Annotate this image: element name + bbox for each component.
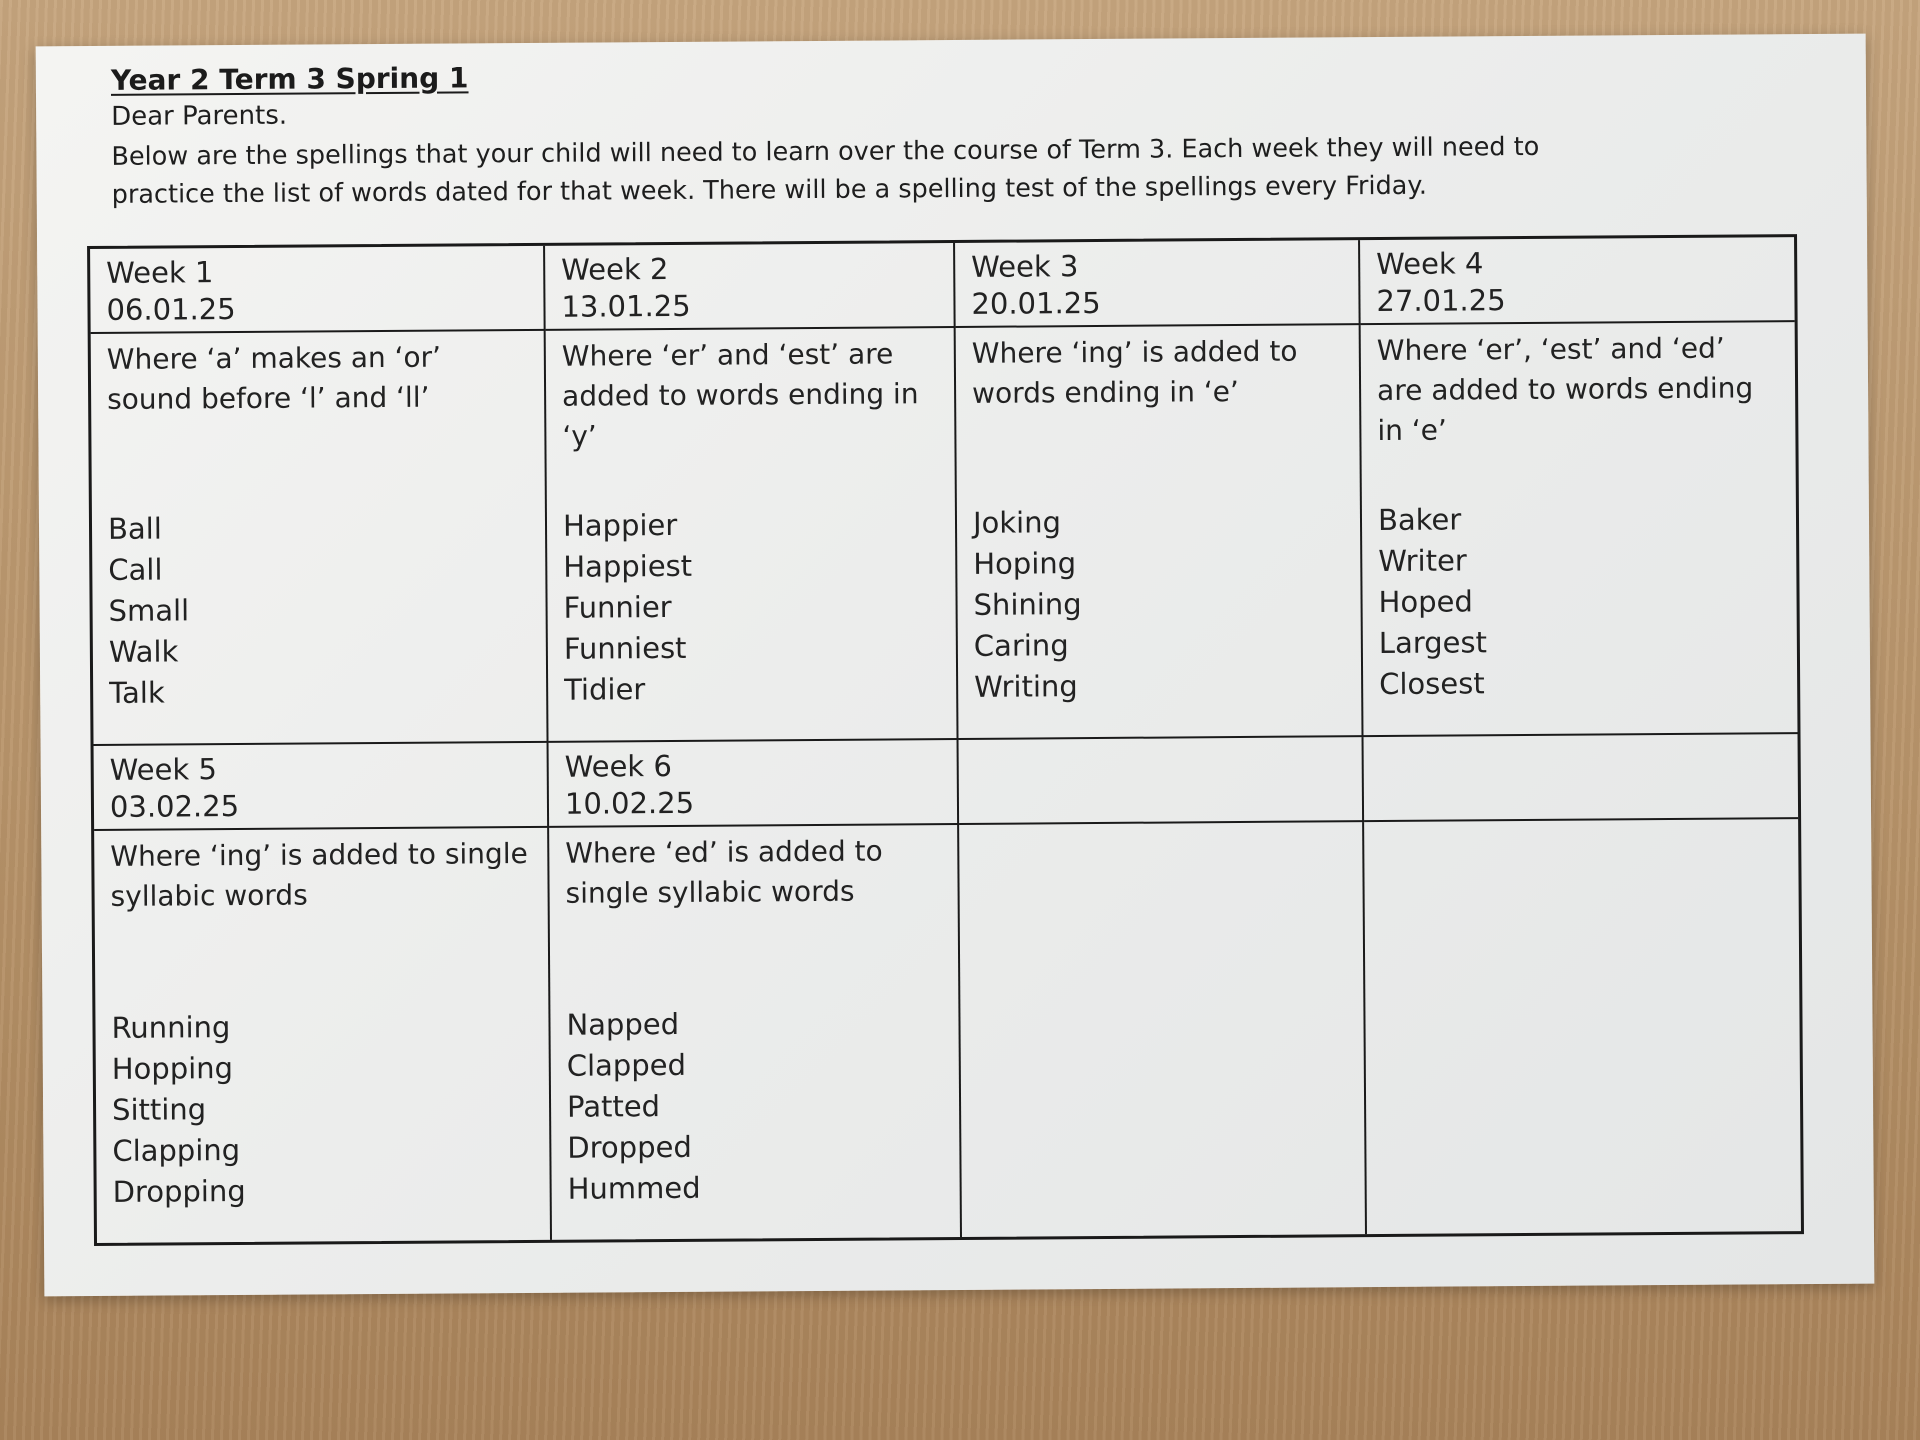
week-4-header [1360,237,1795,325]
week-1-word: Call [108,552,163,587]
week-6-word: Patted [566,1089,661,1124]
week-3-body [956,325,1364,740]
week-2-rule: Where ‘er’ and ‘est’ are added to words ending in ‘y’ [561,337,919,453]
letter-greeting: Dear Parents. [111,100,288,132]
week-5-body [94,828,552,1243]
empty-body-cell [959,822,1367,1237]
week-6-name: Week 6 [564,748,672,784]
week-2-word: Funnier [563,589,672,625]
week-1-word: Walk [108,634,179,669]
week-4-name: Week 4 [1376,246,1484,282]
week-6-date: 10.02.25 [564,785,695,821]
week-5-word: Clapping [112,1133,241,1168]
week-1-word: Small [108,593,190,628]
week-2-header [545,243,956,331]
empty-header-cell [1364,734,1799,822]
week-5-word: Hopping [111,1051,234,1086]
letter-title: Year 2 Term 3 Spring 1 [110,61,469,97]
empty-body-cell [1364,819,1801,1234]
week-1-word-list [108,508,190,714]
week-2-word-list [563,505,693,711]
week-2-body [546,328,959,743]
week-5-rule: Where ‘ing’ is added to single syllabic words [110,836,528,913]
week-4-word: Closest [1379,666,1485,702]
week-3-word: Writing [974,669,1078,704]
week-4-word: Largest [1378,625,1488,661]
week-5-word: Running [111,1010,231,1045]
spelling-table [87,234,1804,1246]
week-6-header [549,740,960,828]
week-4-word: Hoped [1378,584,1473,620]
week-5-word: Dropping [112,1173,246,1209]
week-3-rule: Where ‘ing’ is added to words ending in ‘e’ [971,334,1298,410]
week-6-word: Napped [566,1006,680,1042]
week-6-word: Hummed [567,1170,701,1206]
week-6-word: Dropped [567,1129,692,1165]
week-1-word: Talk [109,675,165,710]
week-3-word: Caring [973,628,1069,663]
week-2-date: 13.01.25 [561,288,691,324]
week-2-word: Happier [562,507,678,543]
spelling-letter-sheet [36,34,1875,1297]
week-3-word: Hoping [973,546,1077,581]
week-6-body [549,825,962,1240]
letter-intro: Below are the spellings that your child will need to learn over the course of Term 3. Each week they will need to practice the list of words dated for that week. There will be a spelling test of the spellings every Friday. [111,131,1540,210]
week-5-word-list [111,1007,245,1213]
week-3-date: 20.01.25 [971,285,1101,321]
week-4-word: Writer [1378,543,1467,579]
week-2-word: Tidier [564,672,646,707]
week-1-word: Ball [107,511,162,546]
week-3-word-list [973,502,1083,708]
week-6-rule: Where ‘ed’ is added to single syllabic words [565,834,883,910]
week-1-rule: Where ‘a’ makes an ‘or’ sound before ‘l’ and ‘ll’ [106,340,442,416]
week-2-name: Week 2 [561,251,669,287]
week-6-word: Clapped [566,1047,687,1083]
week-2-word: Happiest [563,548,693,584]
week-5-header [94,743,550,831]
week-3-name: Week 3 [971,249,1079,284]
week-1-header [90,246,546,334]
week-4-body [1361,322,1798,737]
week-3-word: Shining [973,587,1082,622]
empty-header-cell [959,737,1365,825]
week-5-name: Week 5 [109,752,217,787]
week-3-header [955,240,1361,328]
week-4-rule: Where ‘er’, ‘est’ and ‘ed’ are added to words ending in ‘e’ [1376,331,1754,448]
week-6-word-list [566,1004,700,1210]
week-3-word: Joking [972,505,1062,540]
week-2-word: Funniest [563,630,687,666]
week-1-body [91,331,549,746]
week-4-word-list [1378,499,1488,705]
week-1-date: 06.01.25 [106,292,236,327]
week-1-name: Week 1 [106,255,214,290]
week-5-date: 03.02.25 [109,789,240,824]
week-4-word: Baker [1377,502,1462,538]
week-5-word: Sitting [111,1092,207,1127]
week-4-date: 27.01.25 [1376,283,1506,319]
